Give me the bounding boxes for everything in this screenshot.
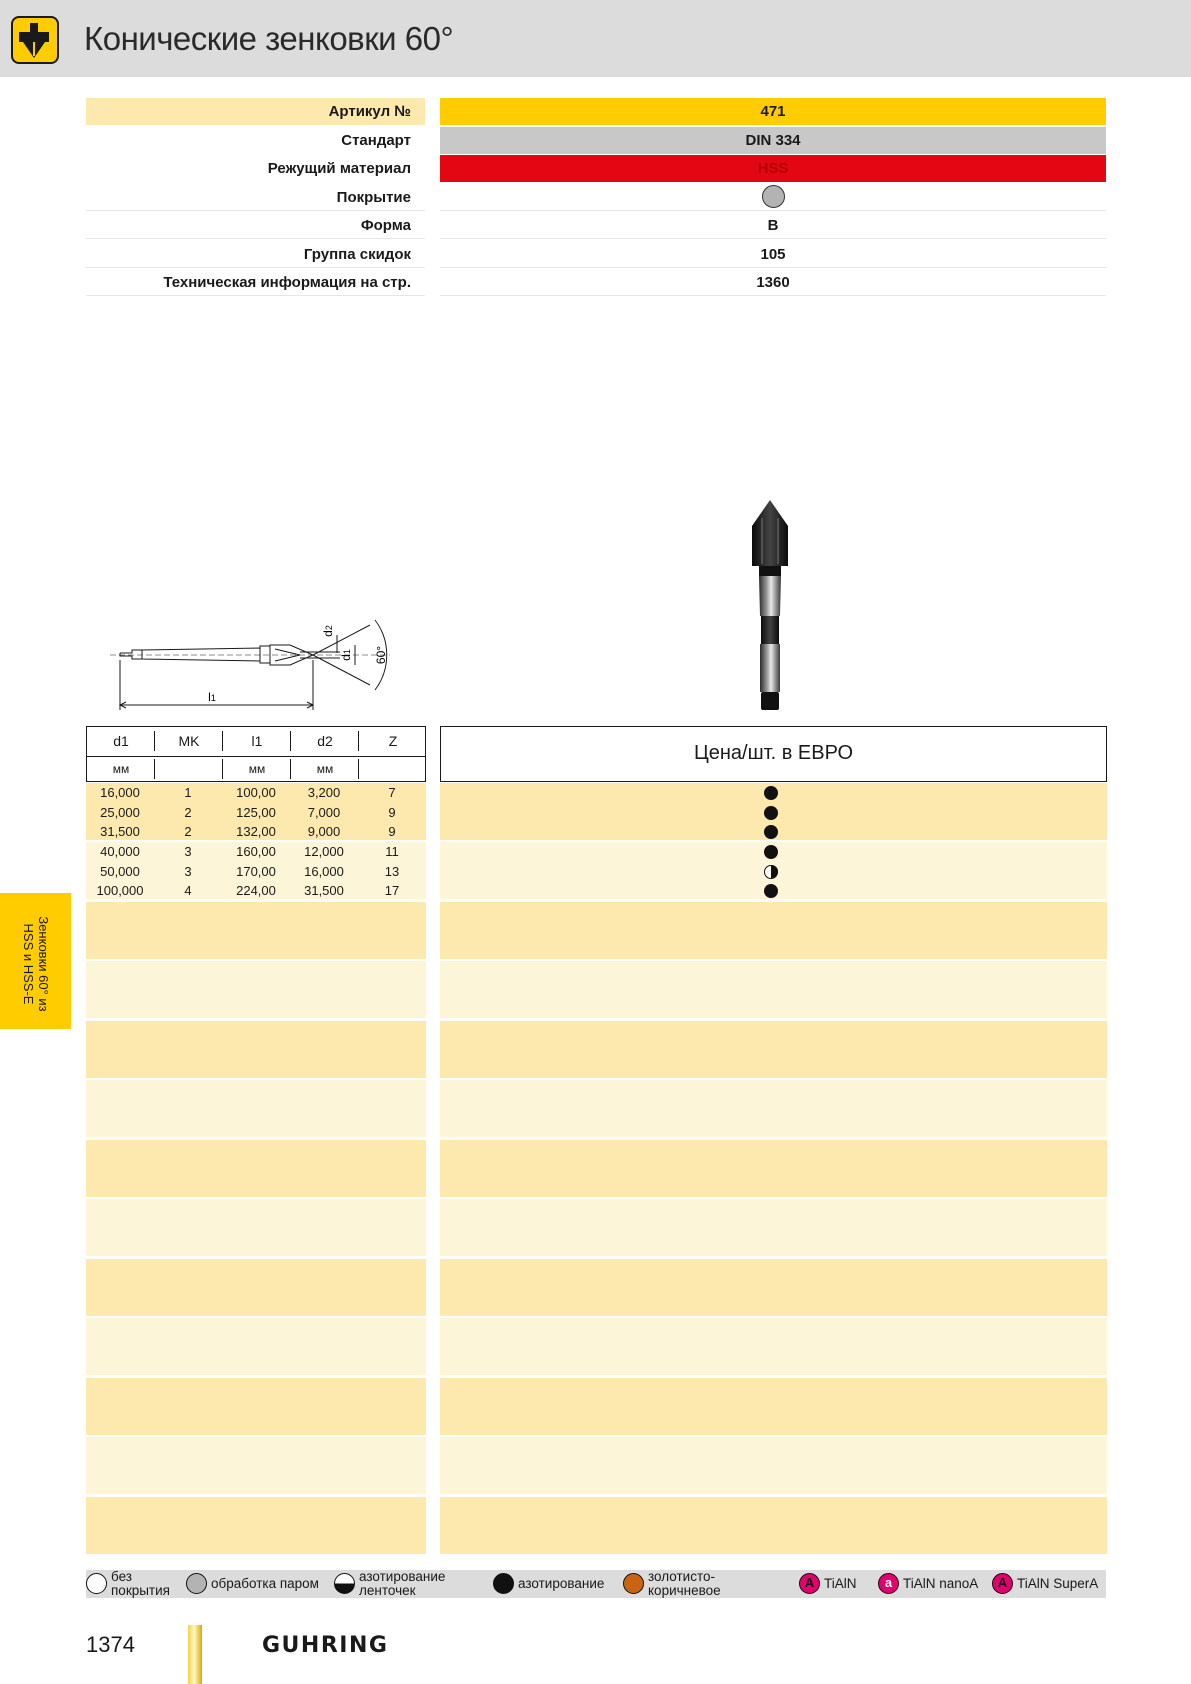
- property-label: Стандарт: [341, 131, 411, 149]
- property-label: Покрытие: [86, 184, 425, 211]
- table-band: [0, 1021, 1191, 1078]
- unit-d1: мм: [112, 762, 130, 776]
- product-photo: [740, 498, 800, 716]
- column-header-d2: d2: [317, 733, 333, 749]
- brand-logo: GUHRING: [262, 1633, 389, 1658]
- side-tab-label: Зенковки 60° из HSS и HSS-E: [21, 916, 51, 1012]
- discount-group-value: 105: [440, 241, 1106, 268]
- brown-circle-icon: [623, 1573, 644, 1594]
- property-label: Артикул №: [86, 98, 425, 125]
- grey-circle-icon: [762, 185, 785, 208]
- article-number: 471: [440, 98, 1106, 125]
- countersink-logo-icon: [11, 16, 59, 64]
- availability-full-icon: [764, 825, 778, 839]
- coating-value: [440, 184, 1106, 211]
- svg-text:l1: [208, 690, 216, 704]
- table-band: [0, 902, 1191, 959]
- page-header: [0, 0, 1191, 77]
- l1-label: l: [208, 690, 211, 704]
- svg-text:d2: [321, 625, 335, 637]
- unit-d2: мм: [316, 762, 334, 776]
- property-label: Форма: [86, 212, 425, 239]
- column-header-mk: MK: [178, 733, 200, 749]
- table-band: [0, 1199, 1191, 1256]
- column-header-z: Z: [388, 733, 398, 749]
- d1-label: d: [339, 654, 353, 661]
- half-black-circle-icon: [334, 1573, 355, 1594]
- availability-full-icon: [764, 806, 778, 820]
- property-label: Техническая информация на стр.: [86, 269, 425, 296]
- footer-accent-bar: [188, 1625, 202, 1684]
- tialn-icon: A: [799, 1573, 820, 1594]
- table-row: 40,000 3 160,00 12,000 11: [100, 844, 399, 859]
- property-label: Группа скидок: [86, 241, 425, 268]
- white-circle-icon: [86, 1573, 107, 1594]
- table-row: 31,500 2 132,00 9,000 9: [100, 824, 396, 839]
- table-band: [0, 961, 1191, 1018]
- availability-full-icon: [764, 884, 778, 898]
- dimensions-table-header: [86, 726, 426, 782]
- standard-value: DIN 334: [440, 127, 1106, 154]
- d2-sub: 2: [324, 625, 334, 631]
- form-value: B: [440, 212, 1106, 239]
- coating-legend: без покрытия обработка паром азотирование ленточек азотирование золотисто- коричневое A TiAlN a TiAlN nanoA A TiAlN SuperA: [86, 1570, 1106, 1598]
- grey-circle-icon: [186, 1573, 207, 1594]
- svg-text:d1: [339, 649, 353, 661]
- column-header-l1: l1: [251, 733, 263, 749]
- tialn-supera-icon: A: [992, 1573, 1013, 1594]
- l1-sub: 1: [210, 693, 216, 703]
- table-band: [0, 1378, 1191, 1435]
- properties-table: [86, 98, 1106, 298]
- property-label: Режущий материал: [267, 160, 411, 177]
- table-row: 100,000 4 224,00 31,500 17: [96, 883, 400, 898]
- table-band: [0, 1140, 1191, 1197]
- tialn-nanoa-icon: a: [878, 1573, 899, 1594]
- page-title: Конические зенковки 60°: [84, 20, 454, 57]
- page-number: 1374: [86, 1632, 135, 1657]
- angle-label: 60°: [374, 645, 388, 665]
- table-band: [0, 1318, 1191, 1375]
- table-band: [0, 1437, 1191, 1494]
- table-row: 16,000 1 100,00 3,200 7: [100, 785, 396, 800]
- table-band: [0, 1497, 1191, 1554]
- table-row: 50,000 3 170,00 16,000 13: [100, 864, 400, 879]
- availability-full-icon: [764, 786, 778, 800]
- black-circle-icon: [493, 1573, 514, 1594]
- cutting-material-value: HSS: [440, 155, 1106, 182]
- unit-l1: мм: [248, 762, 266, 776]
- column-header-d1: d1: [113, 733, 129, 749]
- price-header: Цена/шт. в ЕВРО: [440, 726, 1107, 782]
- availability-half-icon: [764, 865, 778, 879]
- technical-drawing: [100, 615, 400, 715]
- d1-sub: 1: [342, 649, 352, 655]
- table-band: [0, 1080, 1191, 1137]
- d2-label: d: [321, 630, 335, 637]
- tech-info-page-value: 1360: [440, 269, 1106, 296]
- table-band: [0, 1259, 1191, 1316]
- table-row: 25,000 2 125,00 7,000 9: [100, 805, 396, 820]
- availability-full-icon: [764, 845, 778, 859]
